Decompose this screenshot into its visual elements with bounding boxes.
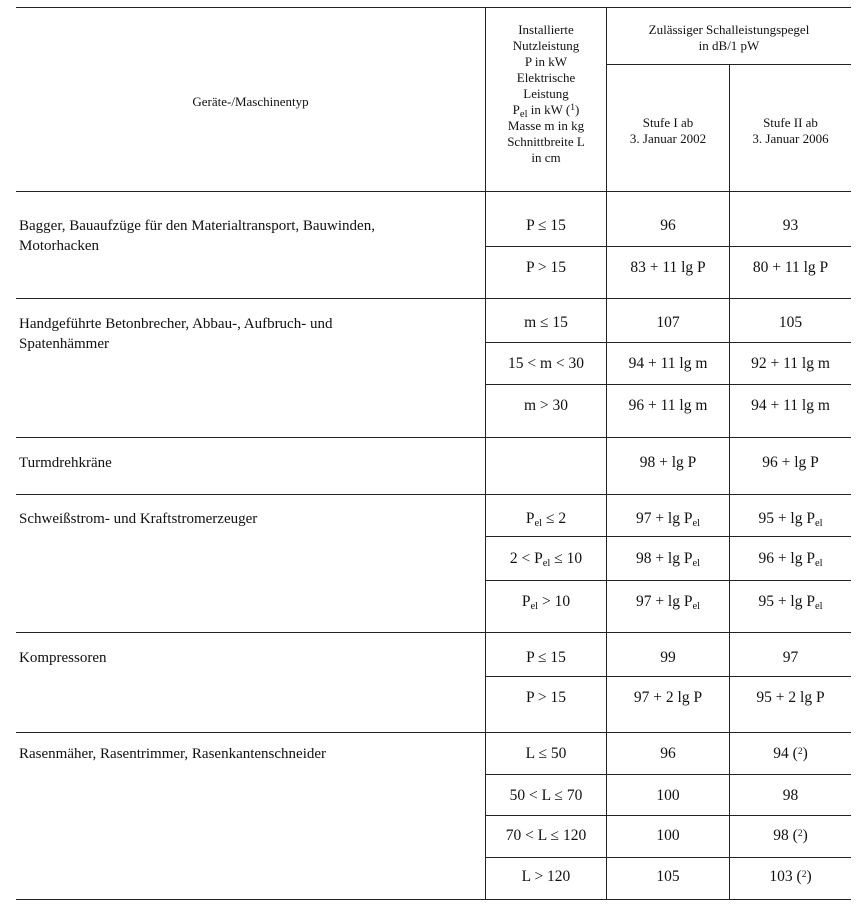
condition-cell: P > 15: [525, 259, 567, 276]
stage2-value: 94 ($^2$): [773, 745, 808, 762]
rule-row-sep: [485, 246, 851, 247]
stage2-value: 105: [778, 314, 803, 331]
header-type-col: Geräte-/Maschinentyp: [192, 94, 309, 109]
stage1-value: $98 + \lg P_{el}$: [635, 550, 701, 569]
rule-row-sep: [485, 342, 851, 343]
stage1-value: 100: [656, 827, 680, 844]
group-label: Rasenmäher, Rasentrimmer, Rasenkantenschneider: [19, 746, 327, 762]
stage1-value: $97 + \lg P_{el}$: [635, 593, 701, 612]
group-label: Schweißstrom- und Kraftstromerzeuger: [19, 511, 258, 527]
rule-row-sep: [485, 857, 851, 858]
stage2-value: 94 + 11 lg m: [751, 397, 830, 414]
stage1-value: 98 + lg P: [639, 454, 697, 471]
stage2-value: $95 + \lg P_{el}$: [758, 510, 823, 529]
stage1-value: 83 + 11 lg P: [630, 259, 706, 276]
rule-row-sep: [485, 580, 851, 581]
stage2-value: 93: [782, 217, 799, 234]
rule-bottom: [16, 899, 851, 900]
stage1-value: 107: [656, 314, 680, 331]
stage1-value: 94 + 11 lg m: [628, 355, 708, 372]
condition-cell: $P_{el} > 10$: [521, 593, 571, 612]
header-stage-2: Stufe II ab 3. Januar 2006: [752, 115, 829, 146]
stage2-value: 103 ($^2$): [769, 868, 812, 885]
stage2-value: 92 + 11 lg m: [751, 355, 830, 372]
condition-cell: m ≤ 15: [524, 314, 568, 331]
stage2-value: $96 + \lg P_{el}$: [758, 550, 823, 569]
rule-group-sep: [16, 437, 851, 438]
condition-cell: 70 < L ≤ 120: [505, 827, 587, 844]
stage1-value: $97 + \lg P_{el}$: [635, 510, 701, 529]
rule-group-sep: [16, 298, 851, 299]
header-stage-1: Stufe I ab 3. Januar 2002: [629, 115, 707, 146]
stage1-value: 100: [656, 787, 680, 804]
stage2-value: 97: [782, 649, 799, 666]
stage2-value: 98: [782, 787, 799, 804]
rule-row-sep: [485, 384, 851, 385]
condition-cell: 15 < m < 30: [507, 355, 585, 372]
rule-group-sep: [16, 732, 851, 733]
rule-row-sep: [485, 815, 851, 816]
condition-cell: L ≤ 50: [525, 745, 567, 762]
group-label: Bagger, Bauaufzüge für den Materialtransport, Bauwinden, Motorhacken: [19, 218, 375, 254]
condition-cell: $P_{el} \le 2$: [525, 510, 567, 529]
group-label: Handgeführte Betonbrecher, Abbau-, Aufbruch- und Spatenhämmer: [19, 316, 333, 352]
header-level-col: Zulässiger Schalleistungspegel in dB/1 pW: [648, 22, 810, 53]
stage1-value: 99: [660, 649, 676, 666]
group-label: Kompressoren: [19, 650, 107, 666]
rule-group-sep: [16, 632, 851, 633]
stage2-value: 80 + 11 lg P: [752, 259, 829, 276]
rule-group-sep: [16, 494, 851, 495]
rule-row-sep: [485, 774, 851, 775]
condition-cell: L > 120: [521, 868, 571, 885]
condition-cell: m > 30: [523, 397, 569, 414]
stage1-value: 96: [660, 745, 676, 762]
condition-cell: 50 < L ≤ 70: [509, 787, 583, 804]
stage1-value: 97 + 2 lg P: [633, 689, 703, 706]
rule-row-sep: [485, 676, 851, 677]
stage2-value: 98 ($^2$): [773, 827, 808, 844]
stage2-value: 96 + lg P: [762, 454, 819, 471]
rule-header-bottom: [16, 191, 851, 192]
stage1-value: 96 + 11 lg m: [628, 397, 708, 414]
condition-cell: P ≤ 15: [526, 649, 566, 666]
condition-cell: P > 15: [525, 689, 567, 706]
stage1-value: 105: [656, 868, 680, 885]
group-label: Turmdrehkräne: [19, 455, 112, 471]
rule-row-sep: [485, 536, 851, 537]
stage1-value: 96: [660, 217, 676, 234]
condition-cell: P ≤ 15: [526, 217, 566, 234]
rule-top: [16, 7, 851, 8]
stage2-value: $95 + \lg P_{el}$: [758, 593, 823, 612]
stage2-value: 95 + 2 lg P: [756, 689, 825, 706]
header-power-col: Installierte Nutzleistung P in kW Elektrische Leistung $P_{el}$ in kW ($^1$) Masse m in kg Schnittbreite L in cm: [507, 22, 585, 165]
condition-cell: $2 < P_{el} \le 10$: [509, 550, 583, 569]
